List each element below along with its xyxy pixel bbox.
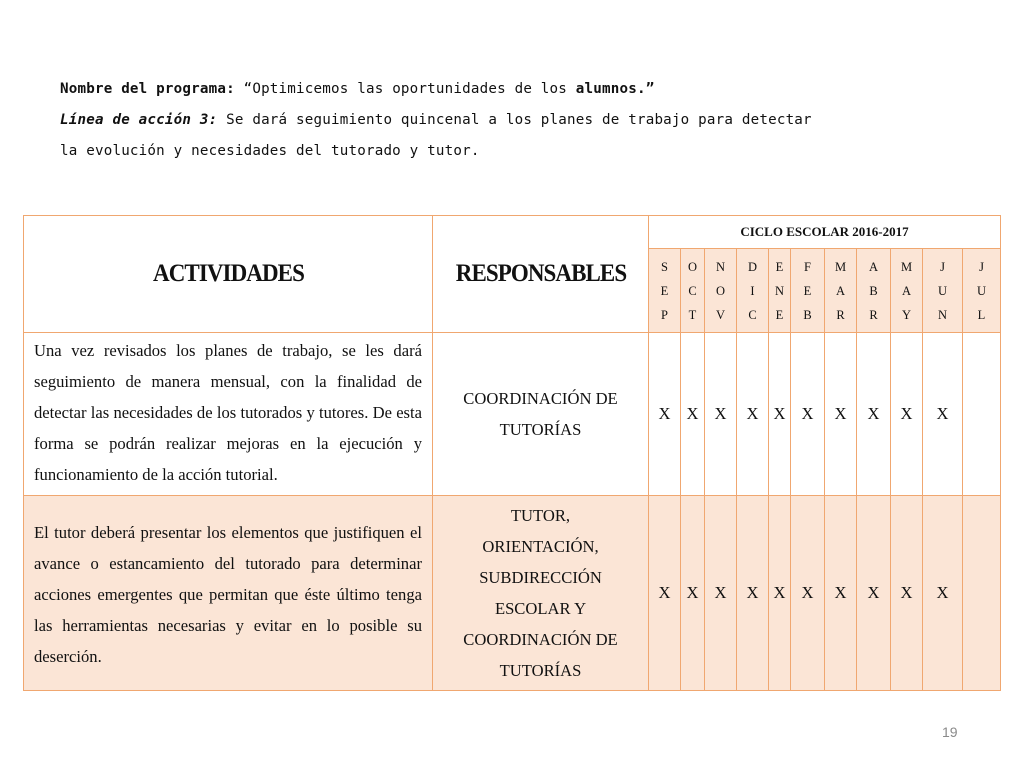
month-letter: E — [660, 283, 669, 298]
col-header-responsables: RESPONSABLES — [441, 216, 640, 333]
month-letter: J — [940, 259, 945, 274]
month-mark: X — [891, 496, 923, 691]
month-mark: X — [891, 333, 923, 496]
month-letter: I — [750, 283, 755, 298]
month-header — [681, 249, 705, 333]
month-letter: T — [688, 307, 697, 322]
month-mark: X — [649, 333, 681, 496]
month-letter: M — [900, 259, 913, 274]
month-letter: U — [976, 283, 987, 298]
month-letter: N — [715, 259, 726, 274]
responsible-text: TUTOR, ORIENTACIÓN, SUBDIRECCIÓN ESCOLAR Y COORDINACIÓN DE TUTORÍAS — [433, 496, 649, 691]
month-letter: N — [937, 307, 948, 322]
month-letter: O — [715, 283, 726, 298]
month-mark — [963, 496, 1001, 691]
month-mark: X — [857, 333, 891, 496]
program-name-bold: alumnos.” — [575, 81, 655, 97]
activity-text: Una vez revisados los planes de trabajo, se les dará seguimiento de manera mensual, con la finalidad de detectar las necesidades de los tutorados y tutores. De esta forma se podrán realizar mejoras en la ejecución y funcionamiento de la acción tutorial. — [24, 333, 433, 496]
month-header — [649, 249, 681, 333]
month-letter: E — [775, 259, 784, 274]
month-mark: X — [923, 496, 963, 691]
responsible-text: COORDINACIÓN DE TUTORÍAS — [433, 333, 649, 496]
month-letter: C — [688, 283, 697, 298]
month-header — [963, 249, 1001, 333]
month-letter: B — [869, 283, 878, 298]
month-letter: R — [836, 307, 845, 322]
activities-table — [23, 215, 1001, 691]
month-letter: R — [869, 307, 878, 322]
action-line-2: la evolución y necesidades del tutorado y tutor. — [60, 143, 480, 159]
month-mark: X — [705, 333, 737, 496]
month-mark — [963, 333, 1001, 496]
month-letter: D — [747, 259, 758, 274]
month-mark: X — [825, 333, 857, 496]
action-line-1 — [60, 105, 960, 136]
month-letter: B — [803, 307, 812, 322]
program-header — [60, 74, 960, 167]
month-header — [923, 249, 963, 333]
month-mark: X — [705, 496, 737, 691]
month-mark: X — [681, 496, 705, 691]
month-letter: A — [901, 283, 912, 298]
month-letter: S — [661, 259, 668, 274]
program-name-text: “Optimicemos las oportunidades de los — [234, 81, 576, 97]
activity-row — [24, 333, 1001, 496]
month-letter: U — [937, 283, 948, 298]
month-letter: A — [868, 259, 879, 274]
activity-row — [24, 496, 1001, 691]
page-number: 19 — [942, 724, 958, 740]
month-mark: X — [737, 333, 769, 496]
month-mark: X — [737, 496, 769, 691]
month-mark: X — [681, 333, 705, 496]
month-header — [705, 249, 737, 333]
month-letter: Y — [901, 307, 912, 322]
month-letter: E — [775, 307, 784, 322]
month-header — [791, 249, 825, 333]
month-header — [769, 249, 791, 333]
month-mark: X — [769, 496, 791, 691]
month-letter: L — [977, 307, 986, 322]
month-letter: O — [687, 259, 698, 274]
month-mark: X — [791, 496, 825, 691]
month-letter: A — [835, 283, 846, 298]
month-mark: X — [923, 333, 963, 496]
month-letter: M — [834, 259, 847, 274]
month-mark: X — [649, 496, 681, 691]
month-header — [825, 249, 857, 333]
month-mark: X — [769, 333, 791, 496]
month-mark: X — [857, 496, 891, 691]
action-line-label: Línea de acción 3: — [60, 112, 218, 128]
col-header-actividades: ACTIVIDADES — [40, 216, 416, 333]
month-header — [891, 249, 923, 333]
month-header — [737, 249, 769, 333]
month-letter: C — [748, 307, 757, 322]
header-row-1 — [24, 216, 1001, 249]
month-header — [857, 249, 891, 333]
month-letter: F — [804, 259, 811, 274]
month-letter: N — [774, 283, 785, 298]
month-mark: X — [791, 333, 825, 496]
program-label: Nombre del programa: — [60, 81, 235, 97]
program-name-line — [60, 74, 960, 105]
month-mark: X — [825, 496, 857, 691]
ciclo-escolar-header: CICLO ESCOLAR 2016-2017 — [649, 216, 1001, 249]
action-line-text-1: Se dará seguimiento quincenal a los planes de trabajo para detectar — [217, 112, 812, 128]
month-letter: E — [803, 283, 812, 298]
month-letter: J — [979, 259, 984, 274]
month-letter: V — [715, 307, 726, 322]
activity-text: El tutor deberá presentar los elementos que justifiquen el avance o estancamiento del tutorado para determinar acciones emergentes que permitan que éste último tenga las herramientas necesarias y evitar en lo posible su deserción. — [24, 496, 433, 691]
month-letter: P — [661, 307, 668, 322]
